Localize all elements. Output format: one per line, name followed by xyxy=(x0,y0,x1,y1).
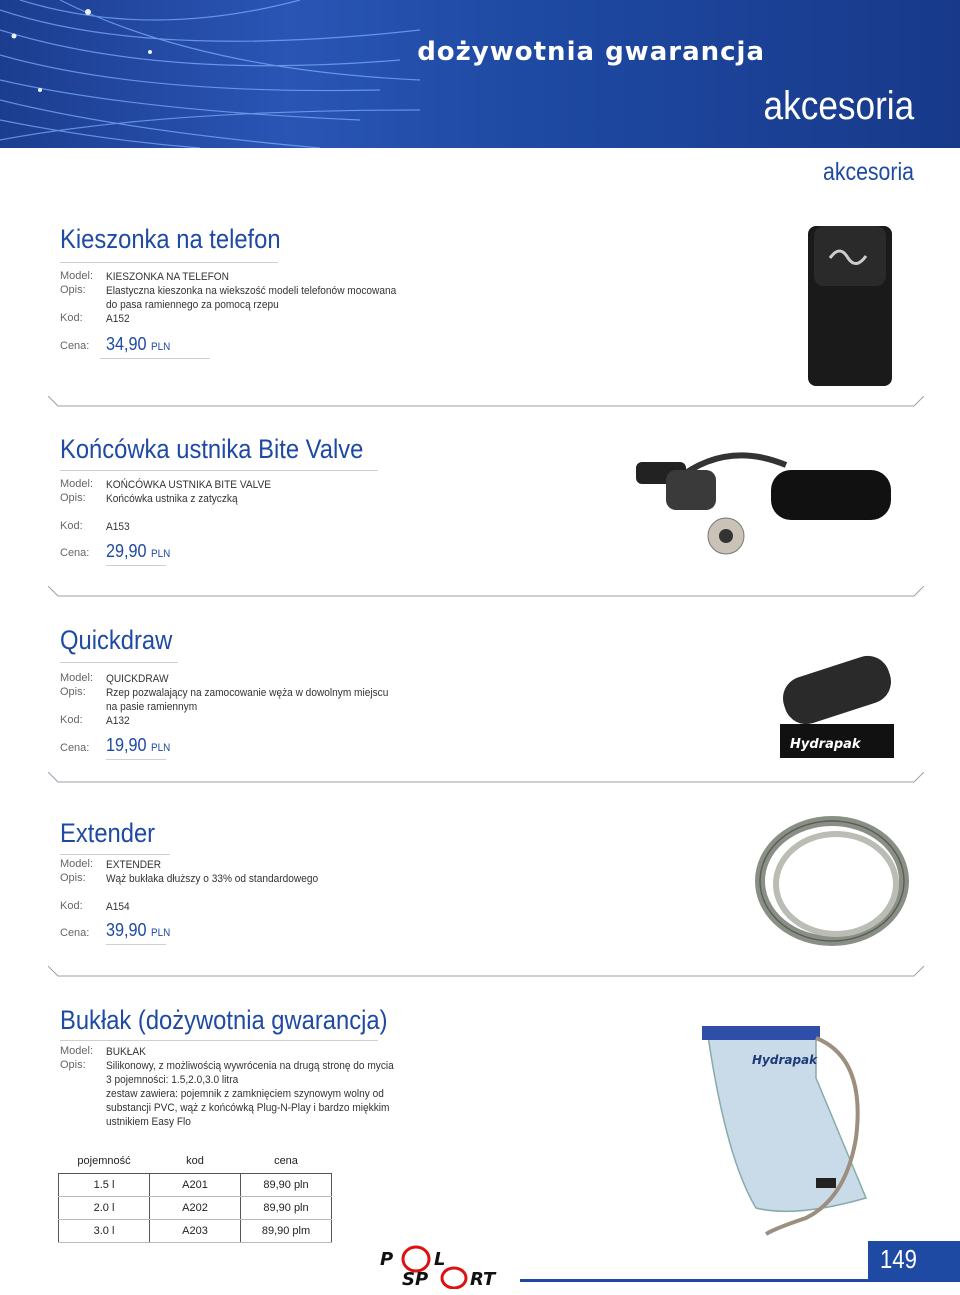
table-header-price: cena xyxy=(241,1149,332,1174)
product-title: Extender xyxy=(60,818,156,848)
product-title: Kieszonka na telefon xyxy=(60,224,281,254)
price-value: 34,90 PLN xyxy=(106,334,171,354)
description-line: zestaw zawiera: pojemnik z zamknięciem szynowym wolny od xyxy=(106,1088,384,1100)
svg-text:SP: SP xyxy=(402,1269,429,1289)
table-header-capacity: pojemność xyxy=(59,1149,150,1174)
model-label: Model: xyxy=(60,270,94,282)
model-value: BUKŁAK xyxy=(106,1046,146,1058)
table-row xyxy=(59,1174,332,1197)
table-header-row xyxy=(59,1149,332,1174)
svg-text:RT: RT xyxy=(470,1269,496,1289)
code-value: A153 xyxy=(106,521,130,533)
description-line: 3 pojemności: 1.5,2.0,3.0 litra xyxy=(106,1074,239,1086)
description-label: Opis: xyxy=(60,492,86,504)
code-value: A152 xyxy=(106,313,130,325)
phone-pouch-image xyxy=(800,218,900,390)
section-separator xyxy=(48,966,924,978)
section-separator xyxy=(48,772,924,784)
footer-line xyxy=(520,1279,960,1282)
description-label: Opis: xyxy=(60,1059,86,1071)
divider xyxy=(60,262,278,263)
price-label: Cena: xyxy=(60,927,90,939)
lifetime-warranty-banner: dożywotnia gwarancja xyxy=(417,37,765,67)
model-label: Model: xyxy=(60,858,94,870)
extender-hose-image xyxy=(752,806,912,956)
code-value: A154 xyxy=(106,901,130,913)
table-cell: 89,90 pln xyxy=(241,1174,332,1197)
hydrapak-logo-print: Hydrapak xyxy=(790,737,861,752)
divider xyxy=(106,565,166,566)
divider xyxy=(106,759,166,760)
fiber-optic-graphic xyxy=(0,0,420,148)
table-cell: 2.0 l xyxy=(59,1197,150,1220)
section-separator xyxy=(48,586,924,598)
code-value: A132 xyxy=(106,715,130,727)
table-header-code: kod xyxy=(150,1149,241,1174)
page-title: akcesoria xyxy=(763,84,914,128)
svg-text:L: L xyxy=(434,1249,446,1270)
page-header xyxy=(0,0,960,148)
price-label: Cena: xyxy=(60,547,90,559)
divider xyxy=(60,854,170,855)
description-line: ustnikiem Easy Flo xyxy=(106,1116,191,1128)
model-value: QUICKDRAW xyxy=(106,673,169,685)
model-value: KIESZONKA NA TELEFON xyxy=(106,271,229,283)
code-label: Kod: xyxy=(60,312,83,324)
divider xyxy=(60,662,178,663)
description-label: Opis: xyxy=(60,686,86,698)
model-value: EXTENDER xyxy=(106,859,162,871)
hydration-bladder-image xyxy=(696,1018,886,1238)
product-title: Bukłak (dożywotnia gwarancja) xyxy=(60,1005,388,1035)
capacity-price-table xyxy=(58,1149,332,1243)
price-label: Cena: xyxy=(60,340,90,352)
divider xyxy=(60,1040,378,1041)
model-label: Model: xyxy=(60,672,94,684)
section-separator xyxy=(48,396,924,408)
description-label: Opis: xyxy=(60,284,86,296)
description-line: Silikonowy, z możliwością wywrócenia na drugą stronę do mycia xyxy=(106,1060,394,1072)
table-cell: A202 xyxy=(150,1197,241,1220)
hydrapak-logo-print: Hydrapak xyxy=(752,1053,818,1067)
table-cell: 3.0 l xyxy=(59,1220,150,1243)
price-value: 29,90 PLN xyxy=(106,541,171,561)
product-title: Końcówka ustnika Bite Valve xyxy=(60,434,364,464)
table-row xyxy=(59,1220,332,1243)
code-label: Kod: xyxy=(60,900,83,912)
polsport-logo xyxy=(378,1245,510,1289)
section-subtitle: akcesoria xyxy=(823,158,914,186)
code-label: Kod: xyxy=(60,714,83,726)
table-cell: 89,90 plm xyxy=(241,1220,332,1243)
page-number: 149 xyxy=(880,1244,917,1274)
table-cell: 89,90 pln xyxy=(241,1197,332,1220)
table-cell: 1.5 l xyxy=(59,1174,150,1197)
price-label: Cena: xyxy=(60,742,90,754)
description-line: Elastyczna kieszonka na wiekszość modeli telefonów mocowana xyxy=(106,285,397,297)
description-line: Wąż bukłaka dłuższy o 33% od standardowego xyxy=(106,873,319,885)
price-value: 19,90 PLN xyxy=(106,735,171,755)
svg-text:P: P xyxy=(380,1249,394,1270)
description-label: Opis: xyxy=(60,872,86,884)
table-cell: A203 xyxy=(150,1220,241,1243)
table-row xyxy=(59,1197,332,1220)
product-title: Quickdraw xyxy=(60,625,173,655)
model-label: Model: xyxy=(60,1045,94,1057)
quickdraw-image xyxy=(772,646,902,766)
code-label: Kod: xyxy=(60,520,83,532)
description-line: substancji PVC, wąż z końcówką Plug-N-Play i bardzo miękkim xyxy=(106,1102,390,1114)
model-label: Model: xyxy=(60,478,94,490)
divider xyxy=(60,470,378,471)
description-line: do pasa ramiennego za pomocą rzepu xyxy=(106,299,279,311)
price-value: 39,90 PLN xyxy=(106,920,171,940)
model-value: KOŃCÓWKA USTNIKA BITE VALVE xyxy=(106,479,271,491)
divider xyxy=(106,944,166,945)
page-number-box xyxy=(868,1241,960,1279)
description-line: Końcówka ustnika z zatyczką xyxy=(106,493,238,505)
description-line: na pasie ramiennym xyxy=(106,701,198,713)
description-line: Rzep pozwalający na zamocowanie węża w dowolnym miejscu xyxy=(106,687,389,699)
table-cell: A201 xyxy=(150,1174,241,1197)
bite-valve-image xyxy=(636,440,906,560)
divider xyxy=(100,358,210,359)
